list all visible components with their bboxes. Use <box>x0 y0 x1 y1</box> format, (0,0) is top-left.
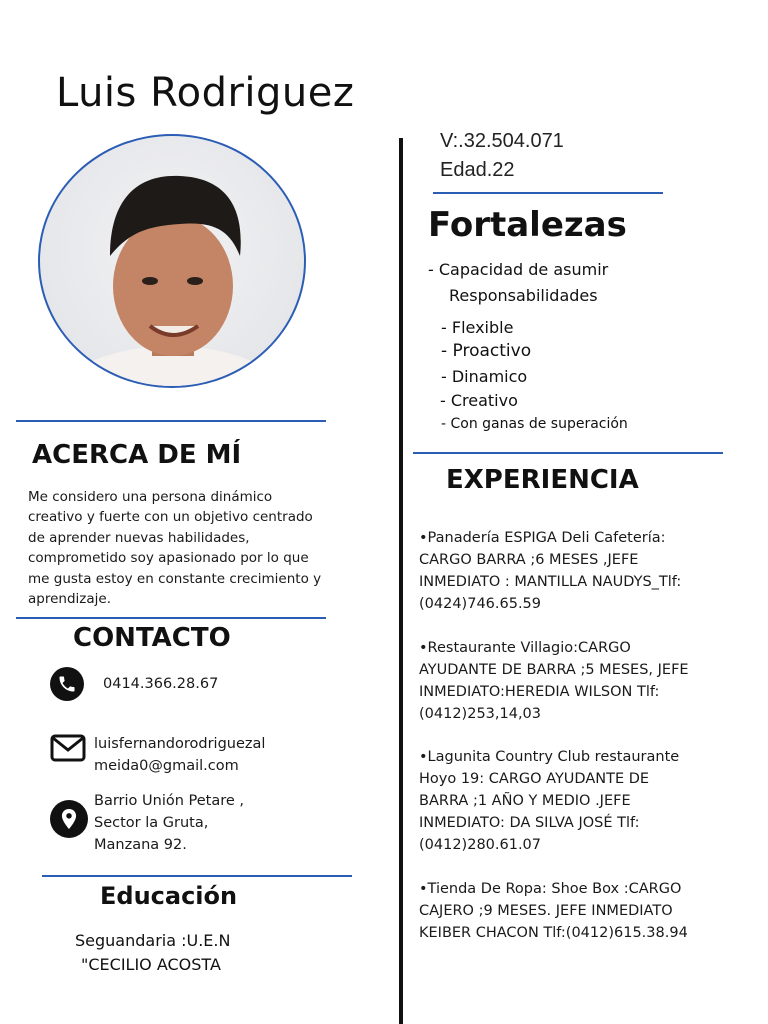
experience-line: BARRA ;1 AÑO Y MEDIO .JEFE <box>419 793 631 809</box>
about-line: comprometido soy apasionado por lo que <box>28 550 309 567</box>
experience-entry <box>419 878 749 944</box>
id-number: V:.32.504.071 <box>440 130 564 152</box>
experience-title: EXPERIENCIA <box>446 465 639 495</box>
strength-item: - Con ganas de superación <box>441 416 628 432</box>
experience-line: INMEDIATO: DA SILVA JOSÉ Tlf: <box>419 815 640 831</box>
experience-line: (0412)253,14,03 <box>419 706 542 722</box>
experience-line: CARGO BARRA ;6 MESES ,JEFE <box>419 552 639 568</box>
experience-line: AYUDANTE DE BARRA ;5 MESES, JEFE <box>419 662 689 678</box>
address-line: Barrio Unión Petare , <box>94 793 245 809</box>
experience-entry <box>419 527 749 615</box>
about-line: Me considero una persona dinámico <box>28 489 273 505</box>
contact-phone: 0414.366.28.67 <box>103 676 219 692</box>
experience-entry <box>419 746 749 856</box>
about-line: creativo y fuerte con un objetivo centrado <box>28 509 313 526</box>
about-line: de aprender nuevas habilidades, <box>28 529 250 546</box>
strength-item: - Creativo <box>440 391 518 410</box>
education-title: Educación <box>100 882 238 910</box>
experience-line: INMEDIATO : MANTILLA NAUDYS_Tlf: <box>419 574 682 590</box>
experience-line: Hoyo 19: CARGO AYUDANTE DE <box>419 771 650 787</box>
strength-item: - Capacidad de asumir <box>428 260 609 279</box>
experience-line: •Lagunita Country Club restaurante <box>419 749 680 765</box>
experience-line: INMEDIATO:HEREDIA WILSON Tlf: <box>419 684 660 700</box>
separator-strengths <box>413 452 723 454</box>
education-line: Seguandaria :U.E.N <box>75 931 231 950</box>
experience-line: (0424)746.65.59 <box>419 596 542 612</box>
experience-line: (0412)280.61.07 <box>419 837 542 853</box>
experience-line: •Panadería ESPIGA Deli Cafetería: <box>419 530 666 546</box>
experience-line: CAJERO ;9 MESES. JEFE INMEDIATO <box>419 903 673 919</box>
about-line: aprendizaje. <box>28 591 111 608</box>
experience-line: •Restaurante Villagio:CARGO <box>419 640 631 656</box>
address-line: Manzana 92. <box>94 837 187 853</box>
strengths-title: Fortalezas <box>428 205 627 245</box>
experience-line: KEIBER CHACON Tlf:(0412)615.38.94 <box>419 925 688 941</box>
address-line: Sector la Gruta, <box>94 815 209 831</box>
strength-item: - Dinamico <box>441 367 528 386</box>
strength-item: - Proactivo <box>441 341 532 361</box>
contact-title: CONTACTO <box>73 623 231 653</box>
about-title: ACERCA DE MÍ <box>32 440 242 470</box>
email-line: luisfernandorodriguezal <box>94 736 266 752</box>
about-line: me gusta estoy en constante crecimiento y <box>28 570 322 587</box>
resume-name: Luis Rodriguez <box>56 70 355 116</box>
experience-line: •Tienda De Ropa: Shoe Box :CARGO <box>419 881 682 897</box>
education-line: "CECILIO ACOSTA <box>81 955 221 974</box>
age: Edad.22 <box>440 159 515 181</box>
email-line: meida0@gmail.com <box>94 758 239 774</box>
experience-entry <box>419 637 749 725</box>
strength-item: - Flexible <box>441 318 514 337</box>
strength-item: Responsabilidades <box>449 286 598 305</box>
